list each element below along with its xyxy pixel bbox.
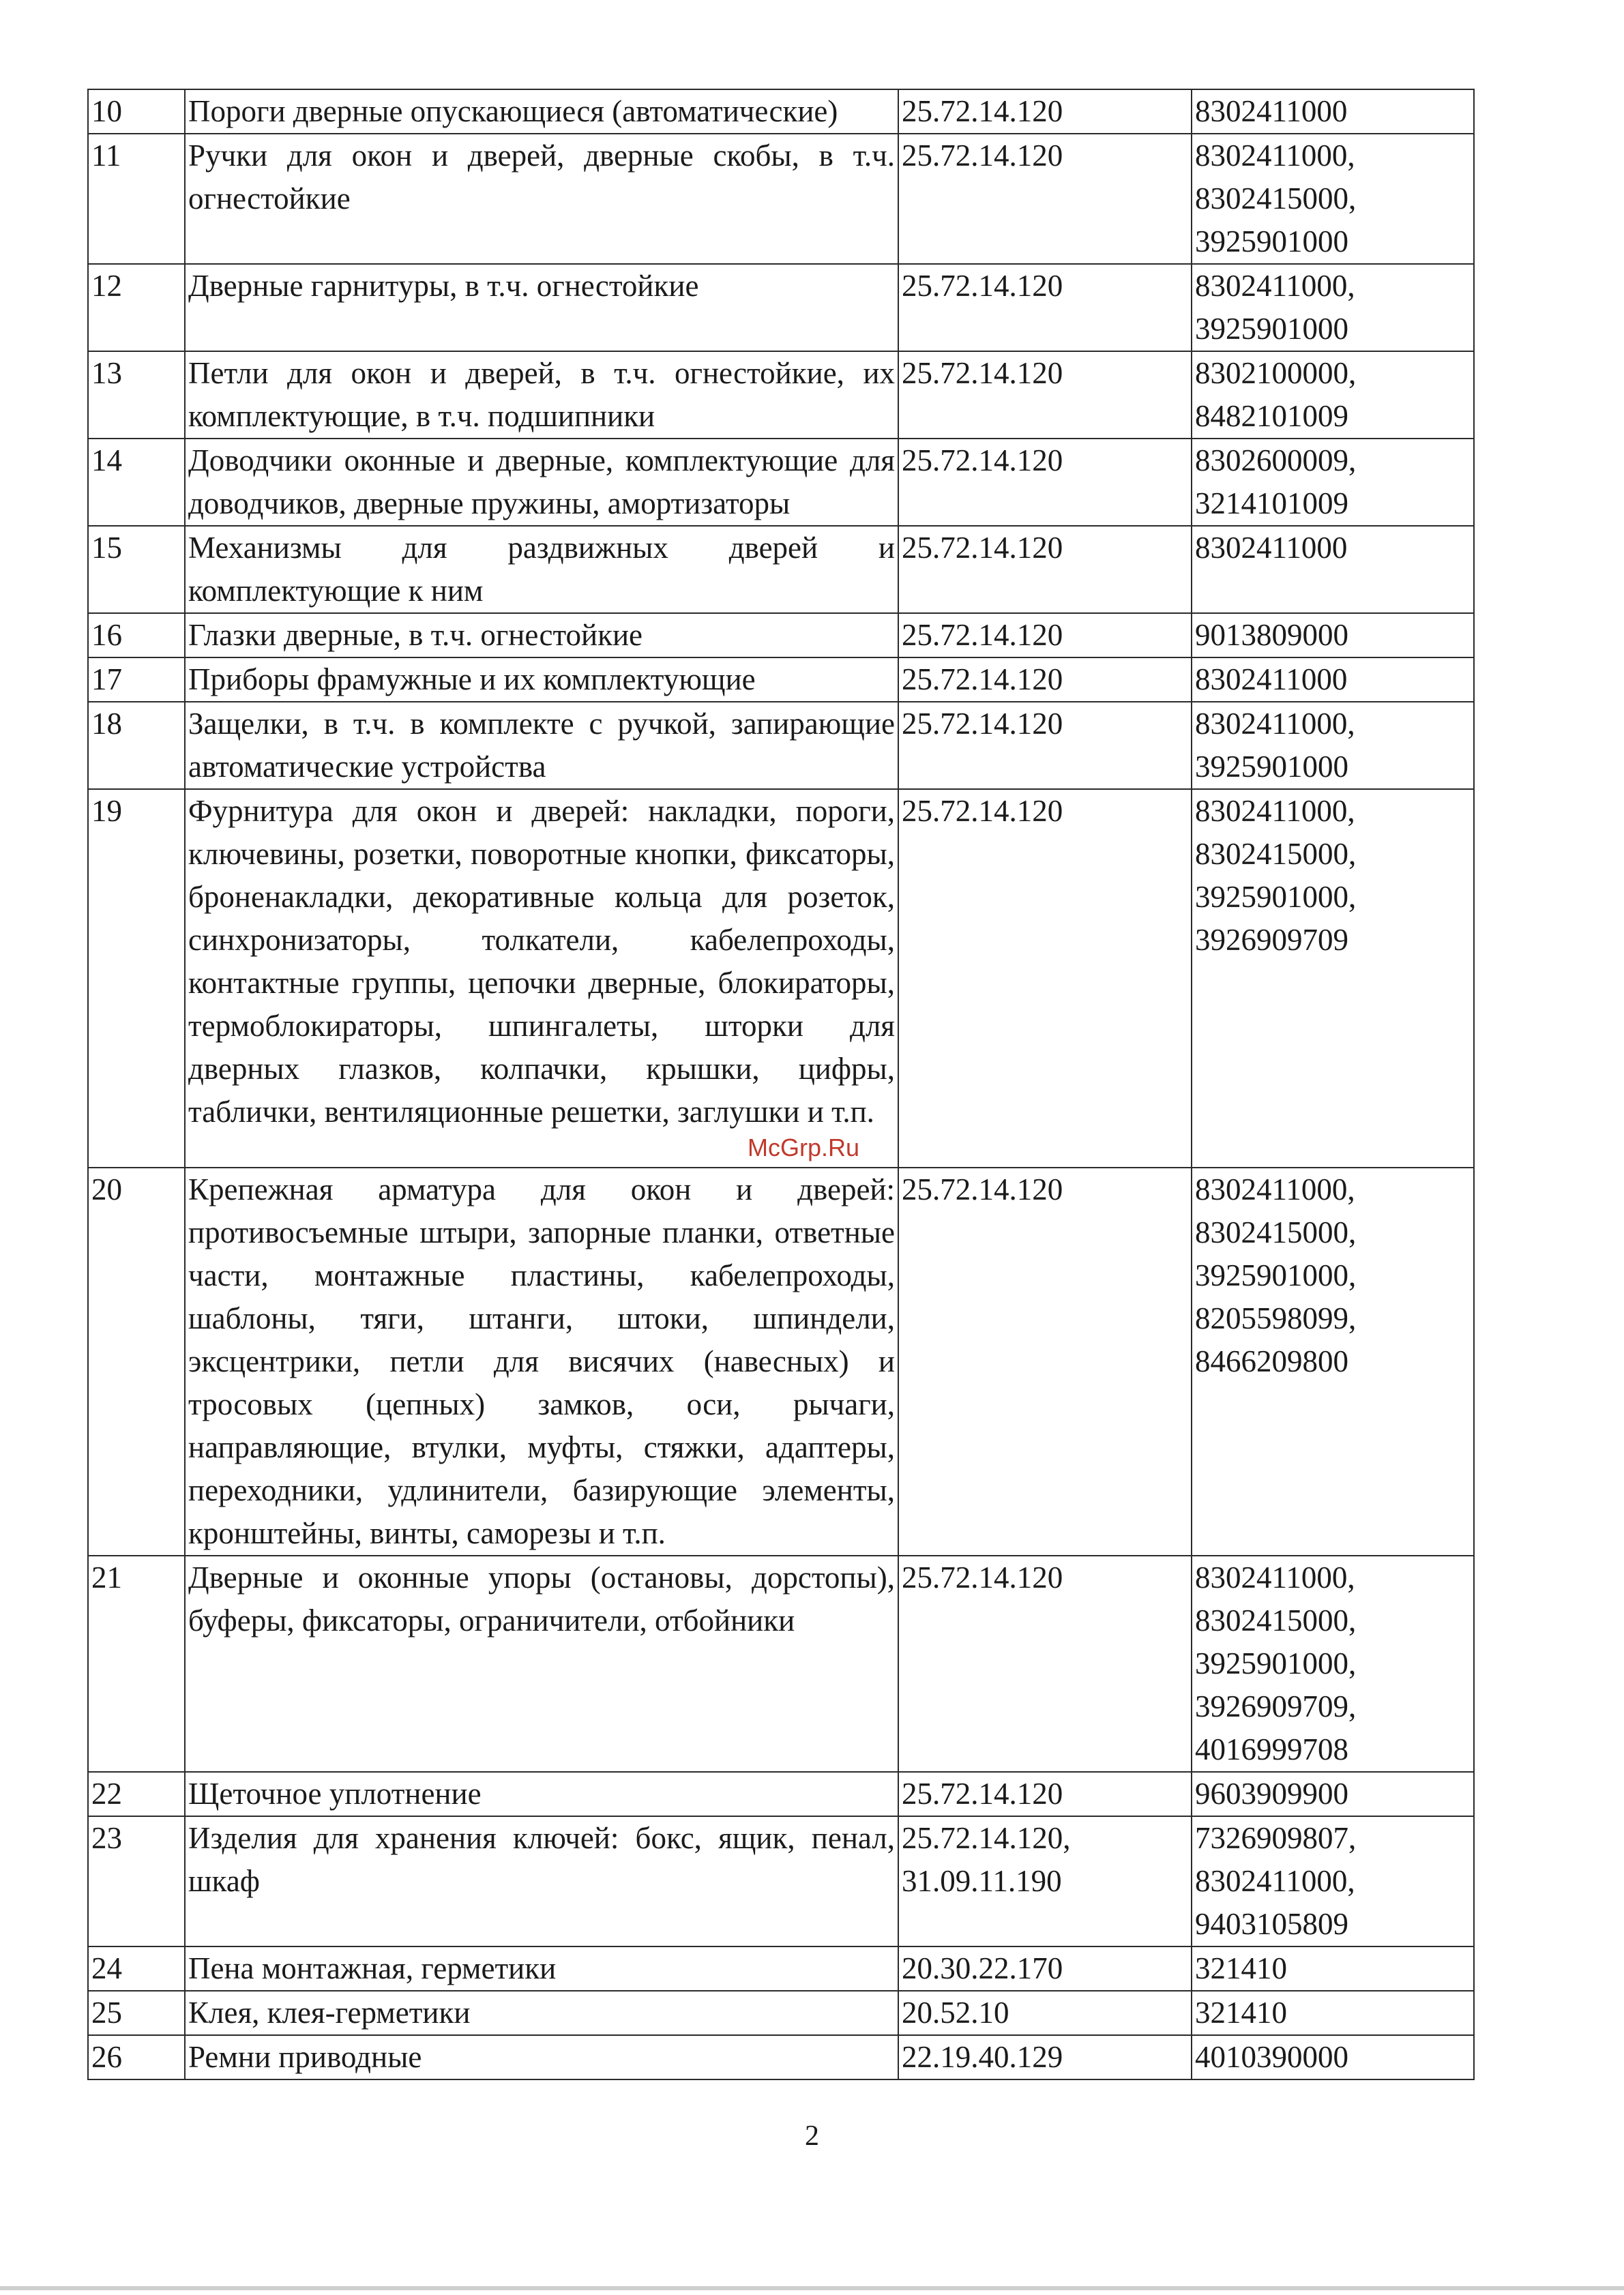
- tnved-code: 4010390000: [1195, 2040, 1348, 2074]
- tnved-code: 3214101009: [1195, 486, 1348, 520]
- okpd-code-cell: [898, 134, 1192, 264]
- tnved-code-cell: [1192, 702, 1474, 789]
- okpd-code: 25.72.14.120: [902, 1777, 1063, 1811]
- product-name-cell: Пороги дверные опускающиеся (автоматические): [185, 89, 898, 134]
- table-row: [88, 351, 1474, 439]
- table-row: [88, 1946, 1474, 1991]
- tnved-code: 8302600009,: [1195, 443, 1357, 477]
- tnved-code-cell: [1192, 134, 1474, 264]
- table-row: [88, 134, 1474, 264]
- okpd-code: 25.72.14.120: [902, 707, 1063, 741]
- row-number-cell: 15: [88, 526, 185, 613]
- product-name-cell: Ручки для окон и дверей, дверные скобы, в т.ч. огнестойкие: [185, 134, 898, 264]
- product-name-cell: Щеточное уплотнение: [185, 1772, 898, 1816]
- watermark-text: McGrp.Ru: [748, 1134, 860, 1161]
- tnved-code: 3925901000: [1195, 750, 1348, 784]
- tnved-code-cell: [1192, 264, 1474, 351]
- okpd-code: 25.72.14.120: [902, 443, 1063, 477]
- tnved-code-cell: [1192, 351, 1474, 439]
- tnved-code: 8302411000: [1195, 662, 1348, 696]
- tnved-code: 8302415000,: [1195, 1215, 1357, 1249]
- okpd-code-cell: [898, 526, 1192, 613]
- okpd-code-cell: [898, 439, 1192, 526]
- tnved-code: 321410: [1195, 1996, 1287, 2030]
- tnved-code: 8482101009: [1195, 399, 1348, 433]
- tnved-code: 3925901000: [1195, 224, 1348, 258]
- okpd-code-cell: [898, 657, 1192, 702]
- product-name-cell: Механизмы для раздвижных дверей и комплектующие к ним: [185, 526, 898, 613]
- tnved-code: 3925901000,: [1195, 880, 1357, 914]
- tnved-code: 3925901000,: [1195, 1646, 1357, 1680]
- row-number-cell: 14: [88, 439, 185, 526]
- okpd-code: 25.72.14.120: [902, 356, 1063, 390]
- okpd-code-cell: [898, 1772, 1192, 1816]
- tnved-code-cell: [1192, 2035, 1474, 2079]
- table-row: [88, 526, 1474, 613]
- row-number-cell: 25: [88, 1991, 185, 2035]
- row-number-cell: 11: [88, 134, 185, 264]
- okpd-code-cell: [898, 702, 1192, 789]
- tnved-code: 8302100000,: [1195, 356, 1357, 390]
- row-number-cell: 16: [88, 613, 185, 657]
- scan-edge-divider: [0, 2286, 1624, 2290]
- product-name-cell: Клея, клея-герметики: [185, 1991, 898, 2035]
- tnved-code: 8302411000,: [1195, 1560, 1355, 1595]
- product-name-cell: Фурнитура для окон и дверей: накладки, пороги, ключевины, розетки, поворотные кнопки, фиксаторы, броненакладки, декоративные кольца для розеток, синхронизаторы, толкатели, кабелепроходы, контактные группы, цепочки дверные, блокираторы, термоблокираторы, шпингалеты, шторки для дверных глазков, колпачки, крышки, цифры, таблички, вентиляционные решетки, заглушки и т.п.: [185, 789, 898, 1168]
- table-row: [88, 702, 1474, 789]
- tnved-code: 8302411000,: [1195, 707, 1355, 741]
- okpd-code-cell: [898, 89, 1192, 134]
- table-row: [88, 2035, 1474, 2079]
- product-name-cell: Глазки дверные, в т.ч. огнестойкие: [185, 613, 898, 657]
- tnved-code: 8205598099,: [1195, 1301, 1357, 1335]
- tnved-code-cell: [1192, 1946, 1474, 1991]
- product-name-cell: Защелки, в т.ч. в комплекте с ручкой, запирающие автоматические устройства: [185, 702, 898, 789]
- product-name-cell: Пена монтажная, герметики: [185, 1946, 898, 1991]
- tnved-code-cell: [1192, 789, 1474, 1168]
- row-number-cell: 23: [88, 1816, 185, 1946]
- okpd-code-cell: [898, 1556, 1192, 1772]
- tnved-code: 8302411000: [1195, 531, 1348, 565]
- okpd-code: 25.72.14.120: [902, 618, 1063, 652]
- tnved-code: 8302415000,: [1195, 1603, 1357, 1638]
- table-row: [88, 1816, 1474, 1946]
- table-body: [88, 89, 1474, 2079]
- product-name-cell: Петли для окон и дверей, в т.ч. огнестойкие, их комплектующие, в т.ч. подшипники: [185, 351, 898, 439]
- table-row: [88, 1168, 1474, 1556]
- okpd-code-cell: [898, 1991, 1192, 2035]
- table-row: [88, 657, 1474, 702]
- okpd-code-cell: [898, 2035, 1192, 2079]
- tnved-code: 7326909807,: [1195, 1821, 1357, 1855]
- product-name-cell: Приборы фрамужные и их комплектующие: [185, 657, 898, 702]
- tnved-code-cell: [1192, 613, 1474, 657]
- tnved-code: 8302411000,: [1195, 1172, 1355, 1206]
- okpd-code: 25.72.14.120: [902, 794, 1063, 828]
- okpd-code: 25.72.14.120: [902, 269, 1063, 303]
- tnved-code: 8302411000,: [1195, 138, 1355, 173]
- okpd-code-cell: [898, 1816, 1192, 1946]
- row-number-cell: 10: [88, 89, 185, 134]
- tnved-code-cell: [1192, 1772, 1474, 1816]
- okpd-code: 20.30.22.170: [902, 1951, 1063, 1985]
- okpd-code: 25.72.14.120: [902, 662, 1063, 696]
- page-number: 2: [805, 2120, 819, 2152]
- tnved-code-cell: [1192, 1991, 1474, 2035]
- tnved-code: 4016999708: [1195, 1732, 1348, 1766]
- tnved-code-cell: [1192, 89, 1474, 134]
- okpd-code: 25.72.14.120: [902, 94, 1063, 128]
- table-row: [88, 439, 1474, 526]
- row-number-cell: 21: [88, 1556, 185, 1772]
- tnved-code-cell: [1192, 526, 1474, 613]
- product-name-cell: Ремни приводные: [185, 2035, 898, 2079]
- tnved-code: 9603909900: [1195, 1777, 1348, 1811]
- table-row: [88, 789, 1474, 1168]
- okpd-code: 25.72.14.120,: [902, 1821, 1071, 1855]
- row-number-cell: 20: [88, 1168, 185, 1556]
- okpd-code: 25.72.14.120: [902, 1172, 1063, 1206]
- okpd-code-cell: [898, 351, 1192, 439]
- tnved-code: 8302411000: [1195, 94, 1348, 128]
- row-number-cell: 13: [88, 351, 185, 439]
- tnved-code: 9013809000: [1195, 618, 1348, 652]
- tnved-code-cell: [1192, 439, 1474, 526]
- table-row: [88, 613, 1474, 657]
- row-number-cell: 19: [88, 789, 185, 1168]
- tnved-code: 3926909709,: [1195, 1689, 1357, 1723]
- okpd-code: 25.72.14.120: [902, 531, 1063, 565]
- row-number-cell: 12: [88, 264, 185, 351]
- okpd-code: 22.19.40.129: [902, 2040, 1063, 2074]
- row-number-cell: 22: [88, 1772, 185, 1816]
- okpd-code: 25.72.14.120: [902, 1560, 1063, 1595]
- row-number-cell: 26: [88, 2035, 185, 2079]
- tnved-code: 321410: [1195, 1951, 1287, 1985]
- tnved-code: 8466209800: [1195, 1344, 1348, 1378]
- product-name-cell: Дверные и оконные упоры (остановы, дорстопы), буферы, фиксаторы, ограничители, отбойники: [185, 1556, 898, 1772]
- tnved-code: 8302411000,: [1195, 269, 1355, 303]
- row-number-cell: 18: [88, 702, 185, 789]
- okpd-code-cell: [898, 1168, 1192, 1556]
- okpd-code: 25.72.14.120: [902, 138, 1063, 173]
- okpd-code-cell: [898, 613, 1192, 657]
- tnved-code-cell: [1192, 1168, 1474, 1556]
- table-row: [88, 1772, 1474, 1816]
- product-name-cell: Крепежная арматура для окон и дверей: противосъемные штыри, запорные планки, ответные части, монтажные пластины, кабелепроходы, шаблоны, тяги, штанги, штоки, шпиндели, эксцентрики, петли для висячих (навесных) и тросовых (цепных) замков, оси, рычаги, направляющие, втулки, муфты, стяжки, адаптеры, переходники, удлинители, базирующие элементы, кронштейны, винты, саморезы и т.п.: [185, 1168, 898, 1556]
- table-row: [88, 1556, 1474, 1772]
- okpd-code: 20.52.10: [902, 1996, 1009, 2030]
- tnved-code: 3926909709: [1195, 923, 1348, 957]
- tnved-code: 8302411000,: [1195, 1864, 1355, 1898]
- okpd-code: 31.09.11.190: [902, 1864, 1062, 1898]
- row-number-cell: 17: [88, 657, 185, 702]
- table-row: [88, 1991, 1474, 2035]
- tnved-code: 3925901000,: [1195, 1258, 1357, 1292]
- tnved-code: 8302411000,: [1195, 794, 1355, 828]
- tnved-code: 3925901000: [1195, 312, 1348, 346]
- tnved-code-cell: [1192, 657, 1474, 702]
- okpd-code-cell: [898, 264, 1192, 351]
- product-table: [87, 89, 1475, 2080]
- product-name-cell: Изделия для хранения ключей: бокс, ящик, пенал, шкаф: [185, 1816, 898, 1946]
- tnved-code: 9403105809: [1195, 1907, 1348, 1941]
- tnved-code-cell: [1192, 1816, 1474, 1946]
- okpd-code-cell: [898, 1946, 1192, 1991]
- product-name-cell: Доводчики оконные и дверные, комплектующие для доводчиков, дверные пружины, амортизаторы: [185, 439, 898, 526]
- product-name-cell: Дверные гарнитуры, в т.ч. огнестойкие: [185, 264, 898, 351]
- tnved-code: 8302415000,: [1195, 837, 1357, 871]
- okpd-code-cell: [898, 789, 1192, 1168]
- row-number-cell: 24: [88, 1946, 185, 1991]
- tnved-code: 8302415000,: [1195, 181, 1357, 216]
- tnved-code-cell: [1192, 1556, 1474, 1772]
- table-row: [88, 264, 1474, 351]
- table-row: [88, 89, 1474, 134]
